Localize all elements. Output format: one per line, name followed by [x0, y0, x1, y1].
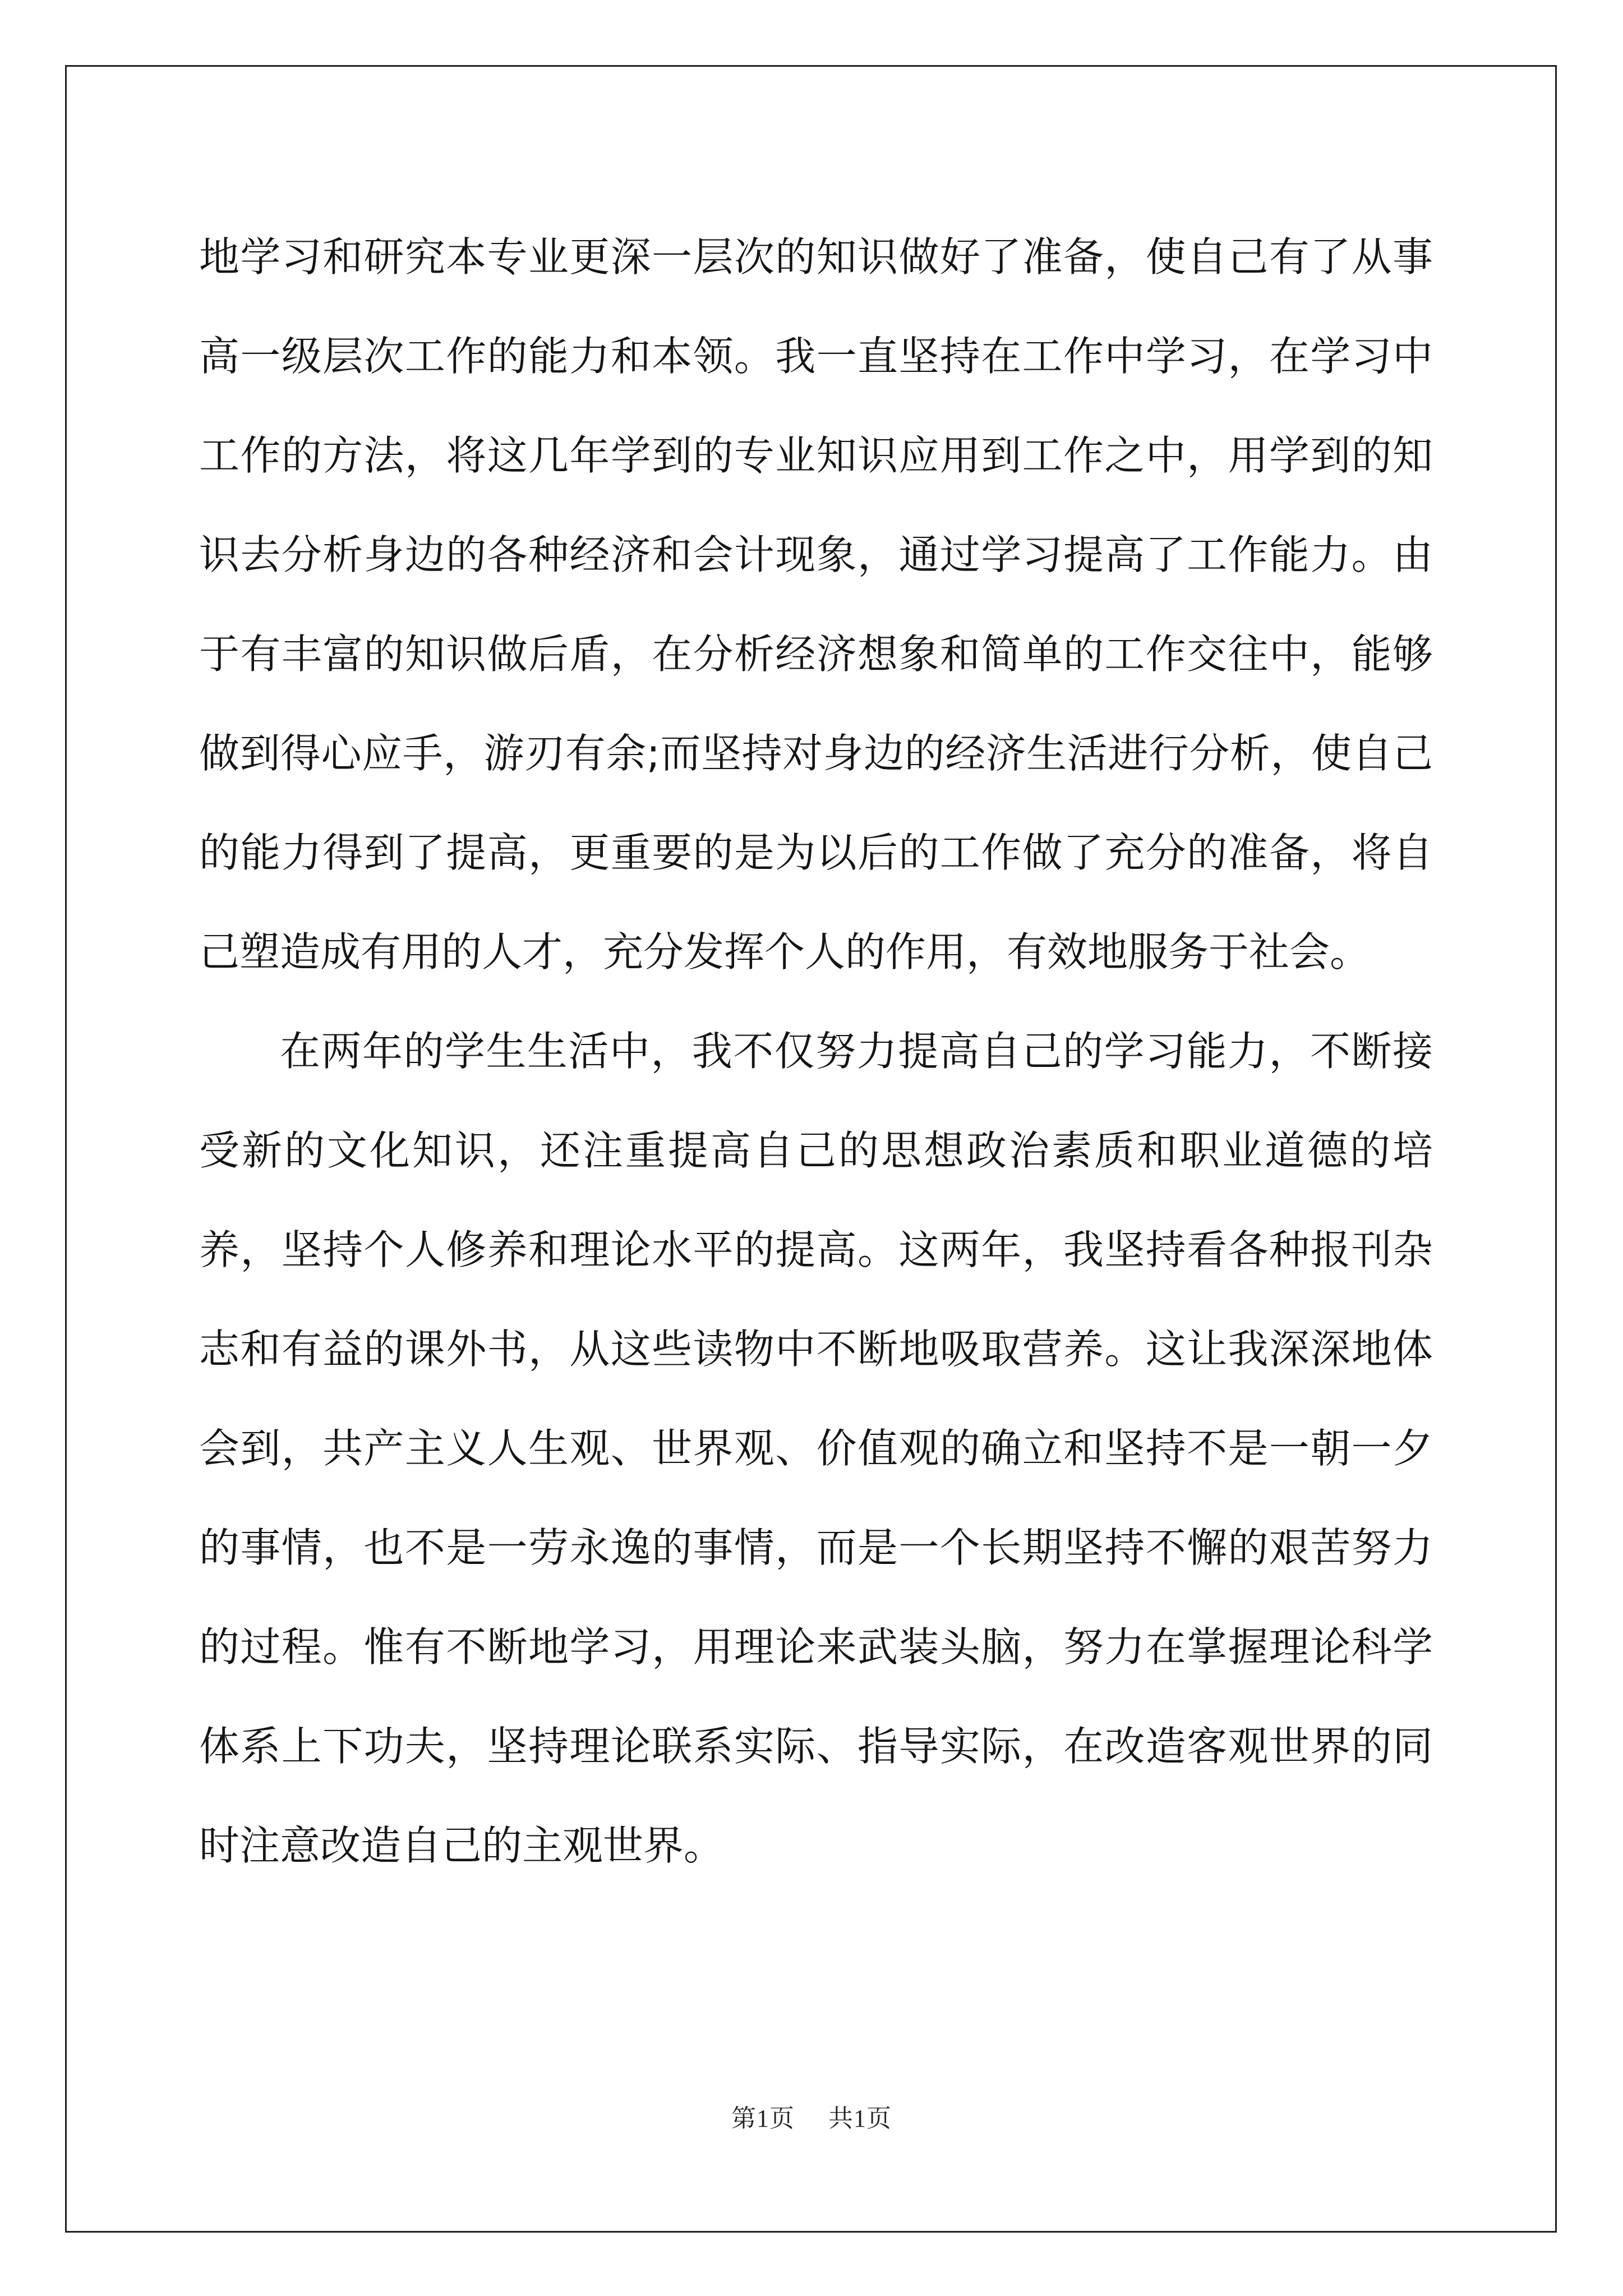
document-body: [199, 208, 1433, 1895]
page-number-total: 共1页: [828, 2105, 892, 2132]
page-footer: [0, 2098, 1623, 2134]
paragraph-1: 地学习和研究本专业更深一层次的知识做好了准备，使自己有了从事高一级层次工作的能力和本领。我一直坚持在工作中学习，在学习中工作的方法，将这几年学到的专业知识应用到工作之中，用学到的知识去分析身边的各种经济和会计现象，通过学习提高了工作能力。由于有丰富的知识做后盾，在分析经济想象和简单的工作交往中，能够做到得心应手，游刃有余;而坚持对身边的经济生活进行分析，使自己的能力得到了提高，更重要的是为以后的工作做了充分的准备，将自己塑造成有用的人才，充分发挥个人的作用，有效地服务于社会。: [199, 233, 1433, 976]
paragraph-2: 在两年的学生生活中，我不仅努力提高自己的学习能力，不断接受新的文化知识，还注重提高自己的思想政治素质和职业道德的培养，坚持个人修养和理论水平的提高。这两年，我坚持看各种报刊杂志和有益的课外书，从这些读物中不断地吸取营养。这让我深深地体会到，共产主义人生观、世界观、价值观的确立和坚持不是一朝一夕的事情，也不是一劳永逸的事情，而是一个长期坚持不懈的艰苦努力的过程。惟有不断地学习，用理论来武装头脑，努力在掌握理论科学体系上下功夫，坚持理论联系实际、指导实际，在改造客观世界的同时注意改造自己的主观世界。: [199, 1028, 1433, 1869]
page-number-current: 第1页: [731, 2105, 795, 2132]
